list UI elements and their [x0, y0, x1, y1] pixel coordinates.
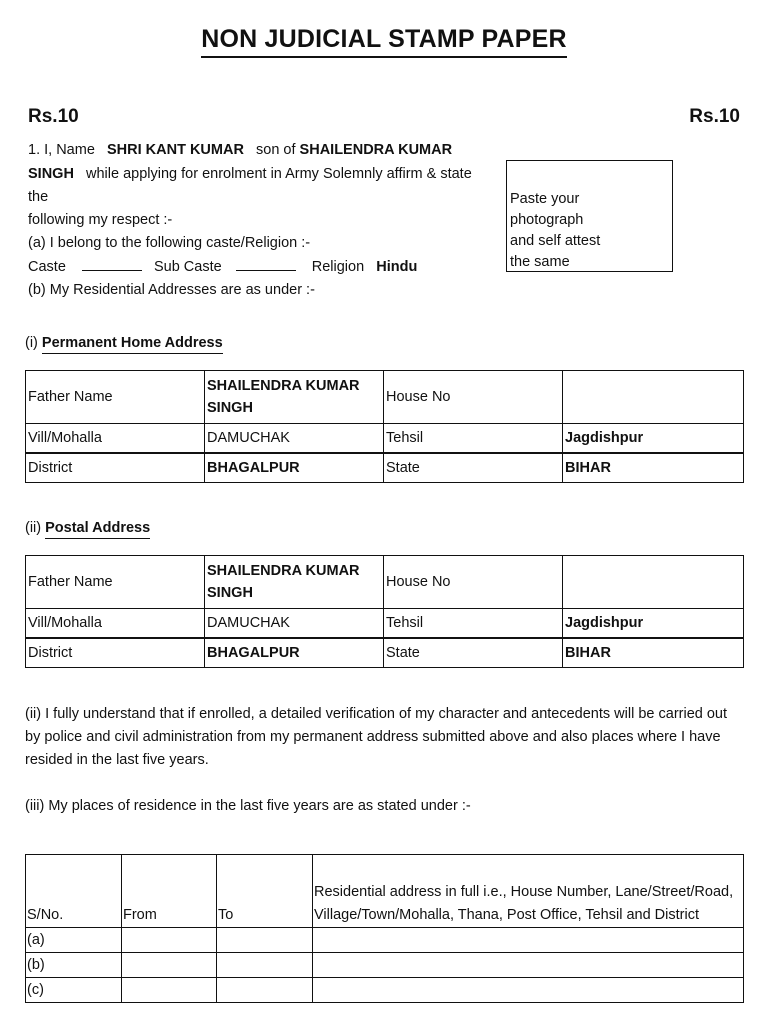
postal-prefix: (ii): [25, 520, 42, 536]
address-field-value: SHAILENDRA KUMAR SINGH: [205, 371, 384, 424]
father-name-cont: SINGH: [28, 166, 74, 182]
residence-column-header: To: [217, 855, 313, 928]
address-field-value: Jagdishpur: [563, 609, 744, 639]
postal-address-heading: [25, 520, 150, 536]
residence-serial: (a): [26, 928, 122, 953]
subcaste-label: Sub Caste: [153, 259, 222, 275]
permanent-address-table: [25, 370, 744, 483]
residence-header-row: [26, 855, 744, 928]
address-field-label: District: [26, 638, 205, 668]
declaration-line-1: [28, 139, 452, 162]
residence-serial: (b): [26, 953, 122, 978]
declaration-text-1: while applying for enrolment in Army Solemnly affirm & state: [86, 166, 472, 182]
declaration-line-2: [28, 163, 472, 186]
address-field-label: Vill/Mohalla: [26, 609, 205, 639]
address-row: [26, 638, 744, 668]
permanent-address-heading: [25, 335, 223, 351]
residence-serial: (c): [26, 978, 122, 1003]
declaration-text-2: the: [28, 189, 49, 205]
son-of-label: son of: [256, 142, 296, 158]
address-field-label: House No: [384, 556, 563, 609]
father-name: SHAILENDRA KUMAR: [299, 142, 453, 158]
residence-blank-cell[interactable]: [122, 978, 217, 1003]
postal-title: Postal Address: [45, 520, 150, 539]
residence-blank-cell[interactable]: [217, 953, 313, 978]
address-field-label: State: [384, 453, 563, 483]
stamp-value-left: Rs.10: [28, 106, 79, 127]
address-field-value: [563, 556, 744, 609]
photo-box-line: and self attest: [510, 233, 601, 249]
address-field-value: BHAGALPUR: [205, 638, 384, 668]
address-field-label: House No: [384, 371, 563, 424]
address-field-label: Tehsil: [384, 609, 563, 639]
address-row: [26, 556, 744, 609]
residence-blank-cell[interactable]: [122, 928, 217, 953]
stamp-value-right: Rs.10: [689, 106, 740, 127]
residence-table-body: [26, 855, 744, 1003]
residence-column-header: Residential address in full i.e., House Number, Lane/Street/Road, Village/Town/Mohalla, Thana, Post Office, Tehsil and District: [313, 855, 744, 928]
residence-column-header: S/No.: [26, 855, 122, 928]
religion-value: Hindu: [376, 259, 418, 275]
residence-table: [25, 854, 744, 1003]
address-field-label: State: [384, 638, 563, 668]
residence-row: [26, 978, 744, 1003]
residence-blank-cell[interactable]: [313, 953, 744, 978]
address-field-value: BHAGALPUR: [205, 453, 384, 483]
applicant-name: SHRI KANT KUMAR: [106, 142, 244, 158]
address-field-value: [563, 371, 744, 424]
subcaste-blank: [236, 258, 296, 271]
address-field-label: Father Name: [26, 371, 205, 424]
residence-blank-cell[interactable]: [313, 978, 744, 1003]
photo-box-line: photograph: [510, 212, 584, 228]
residence-row: [26, 953, 744, 978]
address-field-label: District: [26, 453, 205, 483]
residence-blank-cell[interactable]: [217, 928, 313, 953]
permanent-prefix: (i): [25, 335, 38, 351]
address-field-label: Tehsil: [384, 424, 563, 454]
verification-paragraph: (ii) I fully understand that if enrolled, a detailed verification of my character and antecedents will be carried out by police and civil administration from my permanent address submitted above and also places where I have resided in the last five years.: [25, 706, 728, 768]
declaration-prefix: 1. I, Name: [28, 142, 95, 158]
permanent-title: Permanent Home Address: [42, 335, 223, 354]
address-field-value: BIHAR: [563, 638, 744, 668]
residence-blank-cell[interactable]: [217, 978, 313, 1003]
caste-intro: (a) I belong to the following caste/Religion :-: [28, 235, 311, 251]
address-row: [26, 609, 744, 639]
residence-intro: (b) My Residential Addresses are as under :-: [28, 282, 315, 298]
address-row: [26, 424, 744, 454]
residence-column-header: From: [122, 855, 217, 928]
address-row: [26, 371, 744, 424]
address-field-value: DAMUCHAK: [205, 424, 384, 454]
religion-label: Religion: [311, 259, 365, 275]
residence-blank-cell[interactable]: [313, 928, 744, 953]
photo-box-line: Paste your: [510, 191, 580, 207]
document-title: NON JUDICIAL STAMP PAPER: [201, 25, 567, 58]
caste-label: Caste: [28, 259, 66, 275]
document-title-wrap: [0, 25, 768, 58]
address-field-value: BIHAR: [563, 453, 744, 483]
declaration-text-3: following my respect :-: [28, 212, 173, 228]
permanent-address-body: [26, 371, 744, 483]
caste-line: [28, 256, 417, 279]
residence-blank-cell[interactable]: [122, 953, 217, 978]
photo-box: [506, 160, 673, 272]
postal-address-body: [26, 556, 744, 668]
photo-box-line: the same: [510, 254, 570, 270]
address-field-value: DAMUCHAK: [205, 609, 384, 639]
residence-paragraph: (iii) My places of residence in the last five years are as stated under :-: [25, 798, 471, 814]
address-field-label: Vill/Mohalla: [26, 424, 205, 454]
address-field-value: SHAILENDRA KUMAR SINGH: [205, 556, 384, 609]
address-row: [26, 453, 744, 483]
postal-address-table: [25, 555, 744, 668]
residence-row: [26, 928, 744, 953]
address-field-label: Father Name: [26, 556, 205, 609]
address-field-value: Jagdishpur: [563, 424, 744, 454]
caste-blank: [82, 258, 142, 271]
